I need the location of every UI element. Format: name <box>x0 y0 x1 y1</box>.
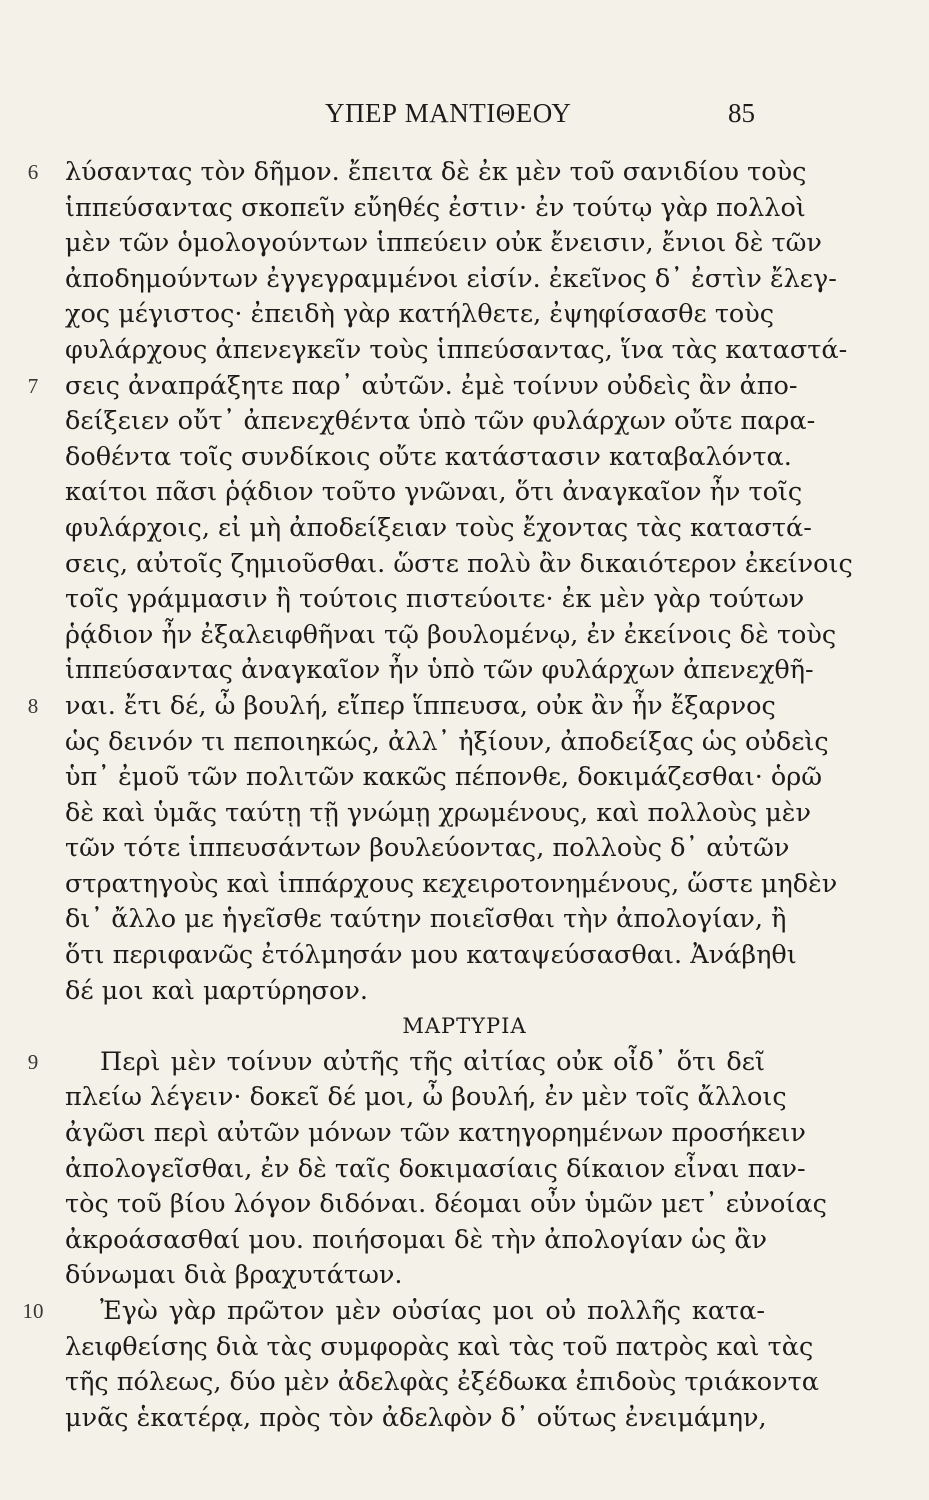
line-text: δὲ καὶ ὑμᾶς ταύτῃ τῇ γνώμῃ χρωμένους, καὶ πολλοὺς μὲν <box>65 797 811 828</box>
text-line <box>0 1080 929 1116</box>
line-text: στρατηγοὺς καὶ ἱππάρχους κεχειροτονημένους, ὥστε μηδὲν <box>65 868 838 899</box>
text-line <box>0 689 929 725</box>
text-line <box>0 1365 929 1401</box>
line-text: δύνωμαι διὰ βραχυτάτων. <box>65 1260 403 1291</box>
line-text: ΜΑΡΤΥΡΙΑ <box>402 1014 527 1039</box>
running-title: ΥΠΕΡ ΜΑΝΤΙΘΕΟΥ <box>325 98 572 128</box>
line-text: σεις ἀναπράξητε παρ᾿ αὐτῶν. ἐμὲ τοίνυν οὐδεὶς ἂν ἀπο- <box>65 370 798 401</box>
line-text: τοῖς γράμμασιν ἢ τούτοις πιστεύοιτε· ἐκ μὲν γὰρ τούτων <box>65 584 805 615</box>
line-text: τὸς τοῦ βίου λόγον διδόναι. δέομαι οὖν ὑμῶν μετ᾿ εὐνοίας <box>65 1189 827 1220</box>
text-line <box>0 1152 929 1188</box>
line-text: σεις, αὐτοῖς ζημιοῦσθαι. ὥστε πολὺ ἂν δικαιότερον ἐκείνοις <box>65 548 853 579</box>
line-text: ὑπ᾿ ἐμοῦ τῶν πολιτῶν κακῶς πέπονθε, δοκιμάζεσθαι· ὁρῶ <box>65 762 823 793</box>
line-text: τῆς πόλεως, δύο μὲν ἀδελφὰς ἐξέδωκα ἐπιδοὺς τριάκοντα <box>65 1367 819 1398</box>
text-line <box>0 1116 929 1152</box>
text-line <box>0 155 929 191</box>
section-number: 7 <box>27 373 39 398</box>
section-number: 6 <box>27 160 39 184</box>
text-line <box>0 191 929 227</box>
line-text: δοθέντα τοῖς συνδίκοις οὔτε κατάστασιν καταβαλόντα. <box>65 441 792 472</box>
text-line <box>0 1187 929 1223</box>
line-text: ἱππεύσαντας ἀναγκαῖον ἦν ὑπὸ τῶν φυλάρχων ἀπενεχθῆ- <box>65 655 814 686</box>
text-line <box>0 404 929 440</box>
text-line <box>0 1401 929 1437</box>
text-line <box>0 475 929 511</box>
text-line <box>0 1223 929 1259</box>
text-line <box>0 297 929 333</box>
text-line <box>0 796 929 832</box>
line-text: μνᾶς ἑκατέρᾳ, πρὸς τὸν ἀδελφὸν δ᾿ οὕτως ἐνειμάμην, <box>65 1402 767 1433</box>
text-line <box>0 974 929 1010</box>
line-text: Ἐγὼ γὰρ πρῶτον μὲν οὐσίας μοι οὐ πολλῆς κατα- <box>100 1296 765 1326</box>
line-text: Περὶ μὲν τοίνυν αὐτῆς τῆς αἰτίας οὐκ οἶδ᾿ ὅτι δεῖ <box>100 1046 765 1077</box>
line-text: ὡς δεινόν τι πεποιηκώς, ἀλλ᾿ ἠξίουν, ἀποδείξας ὡς οὐδεὶς <box>65 726 829 757</box>
text-line <box>0 902 929 938</box>
text-line <box>0 1258 929 1294</box>
line-text: ὅτι περιφανῶς ἐτόλμησάν μου καταψεύσασθαι. Ἀνάβηθι <box>65 940 797 971</box>
text-line <box>0 369 929 405</box>
line-text: καίτοι πᾶσι ῥᾴδιον τοῦτο γνῶναι, ὅτι ἀναγκαῖον ἦν τοῖς <box>65 477 803 508</box>
section-number: 9 <box>27 1049 39 1074</box>
text-line <box>0 262 929 298</box>
text-line <box>0 333 929 369</box>
text-line <box>0 653 929 689</box>
page-header <box>0 98 929 138</box>
line-text: ἀπολογεῖσθαι, ἐν δὲ ταῖς δοκιμασίαις δίκαιον εἶναι παν- <box>65 1153 806 1184</box>
text-line <box>0 618 929 654</box>
text-line <box>0 1330 929 1366</box>
line-text: φυλάρχοις, εἰ μὴ ἀποδείξειαν τοὺς ἔχοντας τὰς καταστά- <box>65 512 812 543</box>
line-text: χος μέγιστος· ἐπειδὴ γὰρ κατήλθετε, ἐψηφίσασθε τοὺς <box>65 299 775 330</box>
section-heading <box>0 1009 929 1045</box>
line-text: ναι. ἔτι δέ, ὦ βουλή, εἴπερ ἵππευσα, οὐκ ἂν ἦν ἔξαρνος <box>65 690 776 721</box>
line-text: τῶν τότε ἱππευσάντων βουλεύοντας, πολλοὺς δ᾿ αὐτῶν <box>65 833 790 864</box>
line-text: πλείω λέγειν· δοκεῖ δέ μοι, ὦ βουλή, ἐν μὲν τοῖς ἄλλοις <box>65 1082 787 1113</box>
text-line <box>0 511 929 547</box>
text-line <box>0 582 929 618</box>
line-text: λύσαντας τὸν δῆμον. ἔπειτα δὲ ἐκ μὲν τοῦ σανιδίου τοὺς <box>65 157 807 187</box>
text-line <box>0 226 929 262</box>
line-text: δι᾿ ἄλλο με ἡγεῖσθε ταύτην ποιεῖσθαι τὴν ἀπολογίαν, ἢ <box>65 904 787 935</box>
text-line <box>0 725 929 761</box>
text-line <box>0 760 929 796</box>
line-text: ἀποδημούντων ἐγγεγραμμένοι εἰσίν. ἐκεῖνος δ᾿ ἐστὶν ἔλεγ- <box>65 263 837 294</box>
line-text: ῥᾴδιον ἦν ἐξαλειφθῆναι τῷ βουλομένῳ, ἐν ἐκείνοις δὲ τοὺς <box>65 619 837 650</box>
line-text: φυλάρχους ἀπενεγκεῖν τοὺς ἱππεύσαντας, ἵνα τὰς καταστά- <box>65 334 848 365</box>
text-line <box>0 547 929 583</box>
line-text: λειφθείσης διὰ τὰς συμφορὰς καὶ τὰς τοῦ πατρὸς καὶ τὰς <box>65 1331 814 1362</box>
text-line <box>0 867 929 903</box>
line-text: μὲν τῶν ὁμολογούντων ἱππεύειν οὐκ ἔνεισιν, ἔνιοι δὲ τῶν <box>65 228 822 259</box>
text-line <box>0 1045 929 1081</box>
line-text: ἀγῶσι περὶ αὐτῶν μόνων τῶν κατηγορημένων προσήκειν <box>65 1118 806 1149</box>
text-line <box>0 440 929 476</box>
text-line <box>0 831 929 867</box>
line-text: δέ μοι καὶ μαρτύρησον. <box>65 975 368 1006</box>
line-text: ἱππεύσαντας σκοπεῖν εὔηθές ἐστιν· ἐν τούτῳ γὰρ πολλοὶ <box>65 192 806 223</box>
section-number: 10 <box>22 1299 44 1323</box>
text-line <box>0 1294 929 1330</box>
section-number: 8 <box>27 693 39 718</box>
page-number: 85 <box>728 98 755 128</box>
line-text: ἀκροάσασθαί μου. ποιήσομαι δὲ τὴν ἀπολογίαν ὡς ἂν <box>65 1224 768 1255</box>
speech-text <box>0 155 929 1436</box>
text-line <box>0 938 929 974</box>
line-text: δείξειεν οὔτ᾿ ἀπενεχθέντα ὑπὸ τῶν φυλάρχων οὔτε παρα- <box>65 406 816 437</box>
